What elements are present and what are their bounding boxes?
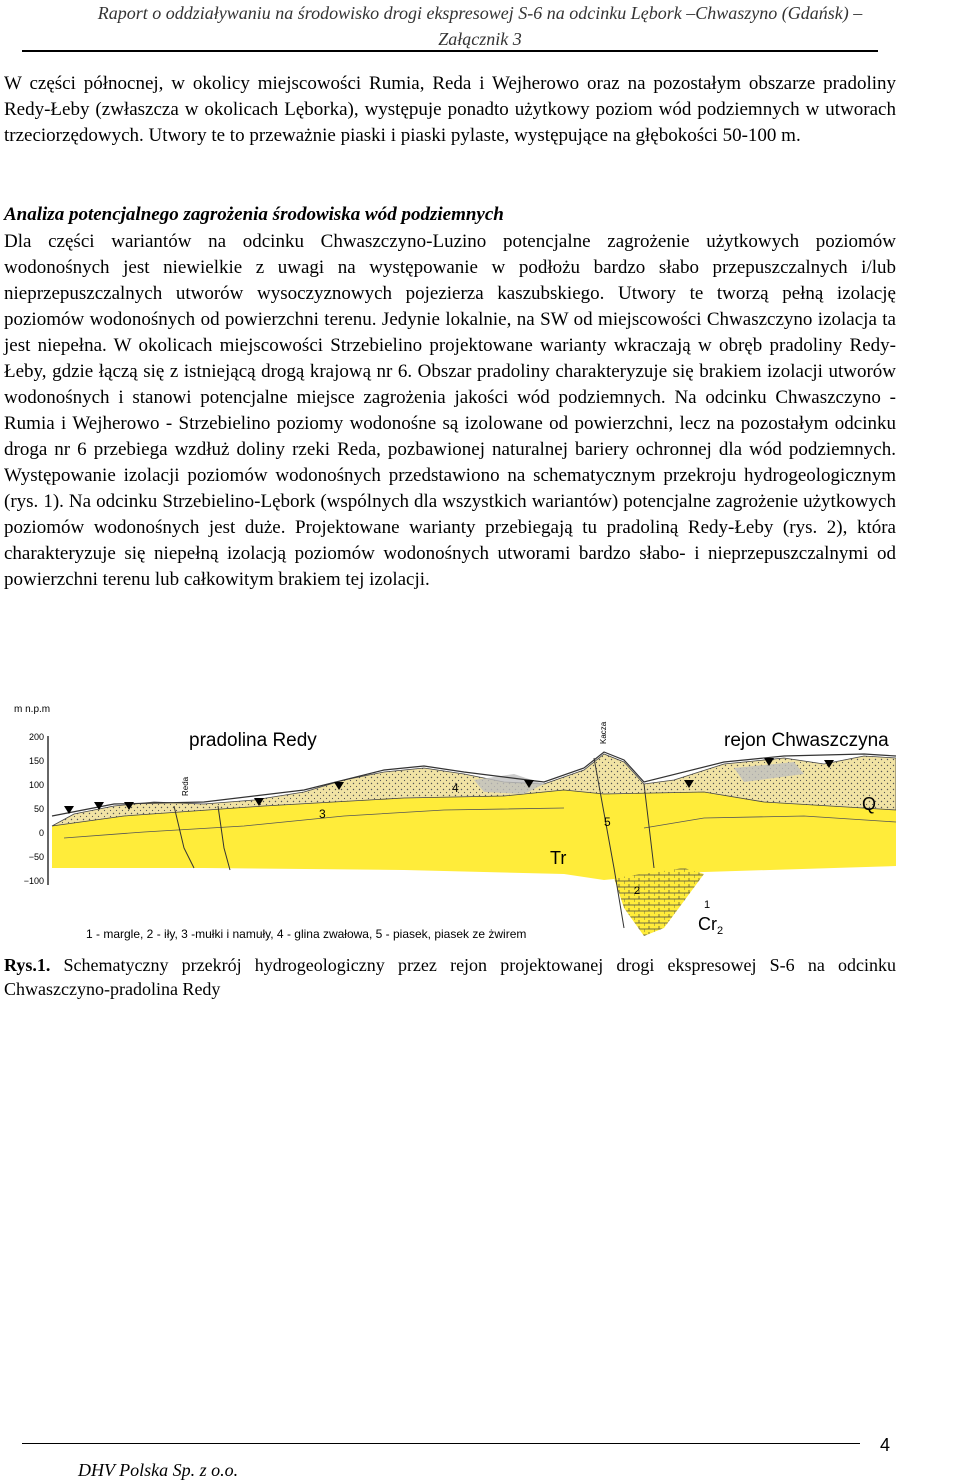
caption-label: Rys.1. (4, 955, 51, 975)
unit-number-3: 3 (319, 807, 326, 821)
unit-number-5: 5 (604, 815, 611, 829)
header-divider (22, 50, 878, 52)
y-axis-ticks (24, 732, 44, 886)
y-tick-label: 150 (28, 756, 44, 766)
hydrogeological-cross-section (4, 698, 896, 948)
y-tick-label: −100 (23, 876, 44, 886)
y-tick-label: 100 (28, 780, 44, 790)
y-tick-label: 200 (28, 732, 44, 742)
y-tick-label: −50 (28, 852, 44, 862)
paragraph-analysis: Dla części wariantów na odcinku Chwaszczyno-Luzino potencjalne zagrożenie użytkowych poziomów wodonośnych jest niewielkie z uwagi na występowanie w podłożu bardzo słabo przepuszczalnych i/lub nieprzepuszczalnych utworów wysoczyznowych pojezierza kaszubskiego. Utwory te tworzą pełną izolację poziomów wodonośnych od powierzchni terenu. Jedynie lokalnie, na SW od miejscowości Chwaszczyno izolacja ta jest niepełna. W okolicach miejscowości Strzebielino projektowane warianty wkraczają w obręb pradoliny Redy-Łeby, gdzie łączą się z istniejącą drogą krajową nr 6. Obszar pradoliny charakteryzuje się brakiem izolacji utworów wodonośnych i stanowi potencjalne miejsce zagrożenia jakości wód podziemnych. Na odcinku Chwaszczyno - Rumia i Wejherowo - Strzebielino poziomy wodonośne są izolowane od powierzchni, lecz na pozostałym odcinku droga nr 6 przebiega wzdłuż doliny rzeki Reda, pozbawionej naturalnej bariery ochronnej dla wód podziemnych. Występowanie izolacji poziomów wodonośnych przedstawiono na schematycznym przekroju hydrogeologicznym (rys. 1). Na odcinku Strzebielino-Lębork (wspólnych dla wszystkich wariantów) potencjalne zagrożenie użytkowych poziomów wodonośnych jest duże. Projektowane warianty przebiegają tu pradoliną Redy-Łeby (rys. 2), która charakteryzuje się niepełną izolacją poziomów wodonośnych utworami bardzo słabo- i nieprzepuszczalnymi od powierzchni terenu lub całkowitym brakiem tej izolacji. (4, 231, 896, 590)
label-pradolina-redy: pradolina Redy (189, 730, 317, 751)
caption-text: Schematyczny przekrój hydrogeologiczny przez rejon projektowanej drogi ekspresowej S-6 na odcinku Chwaszczyno-pradolina Redy (4, 955, 896, 999)
brick-marl-layer (614, 868, 704, 936)
header-title: Raport o oddziaływaniu na środowisko drogi ekspresowej S-6 na odcinku Lębork –Chwaszyno (Gdańsk) – (97, 3, 863, 23)
figure-caption (4, 953, 896, 1001)
unit-number-2: 2 (634, 885, 641, 897)
section-title: Analiza potencjalnego zagrożenia środowiska wód podziemnych (4, 204, 504, 225)
unit-tr: Tr (550, 848, 567, 868)
page-header (0, 0, 960, 52)
unit-q: Q (862, 794, 877, 814)
y-tick-label: 50 (33, 804, 44, 814)
footer-company: DHV Polska Sp. z o.o. (78, 1460, 239, 1480)
figure-legend: 1 - margle, 2 - iły, 3 -mułki i namuły, 4 - glina zwałowa, 5 - piasek, piasek ze żwirem (86, 927, 527, 941)
label-river-reda: Reda (181, 776, 190, 796)
label-rejon-chwaszczyna: rejon Chwaszczyna (724, 730, 889, 751)
header-subtitle: Załącznik 3 (438, 29, 522, 49)
label-river-kacza: Kacza (599, 721, 608, 744)
unit-number-1: 1 (704, 899, 711, 911)
page-number: 4 (880, 1435, 891, 1455)
paragraph-intro: W części północnej, w okolicy miejscowości Rumia, Reda i Wejherowo oraz na pozostałym obszarze pradoliny Redy-Łeby (zwłaszcza w okolicach Lęborka), występuje ponadto użytkowy poziom wód podziemnych w utworach trzeciorzędowych. Utwory te to przeważnie piaski i piaski pylaste, występujące na głębokości 50-100 m. (4, 73, 896, 146)
unit-number-4: 4 (452, 781, 459, 795)
unit-cr: $Cr_2$ (698, 914, 724, 937)
footer-divider (22, 1443, 860, 1444)
y-tick-label: 0 (38, 828, 44, 838)
axis-unit-label: m n.p.m (14, 704, 51, 715)
